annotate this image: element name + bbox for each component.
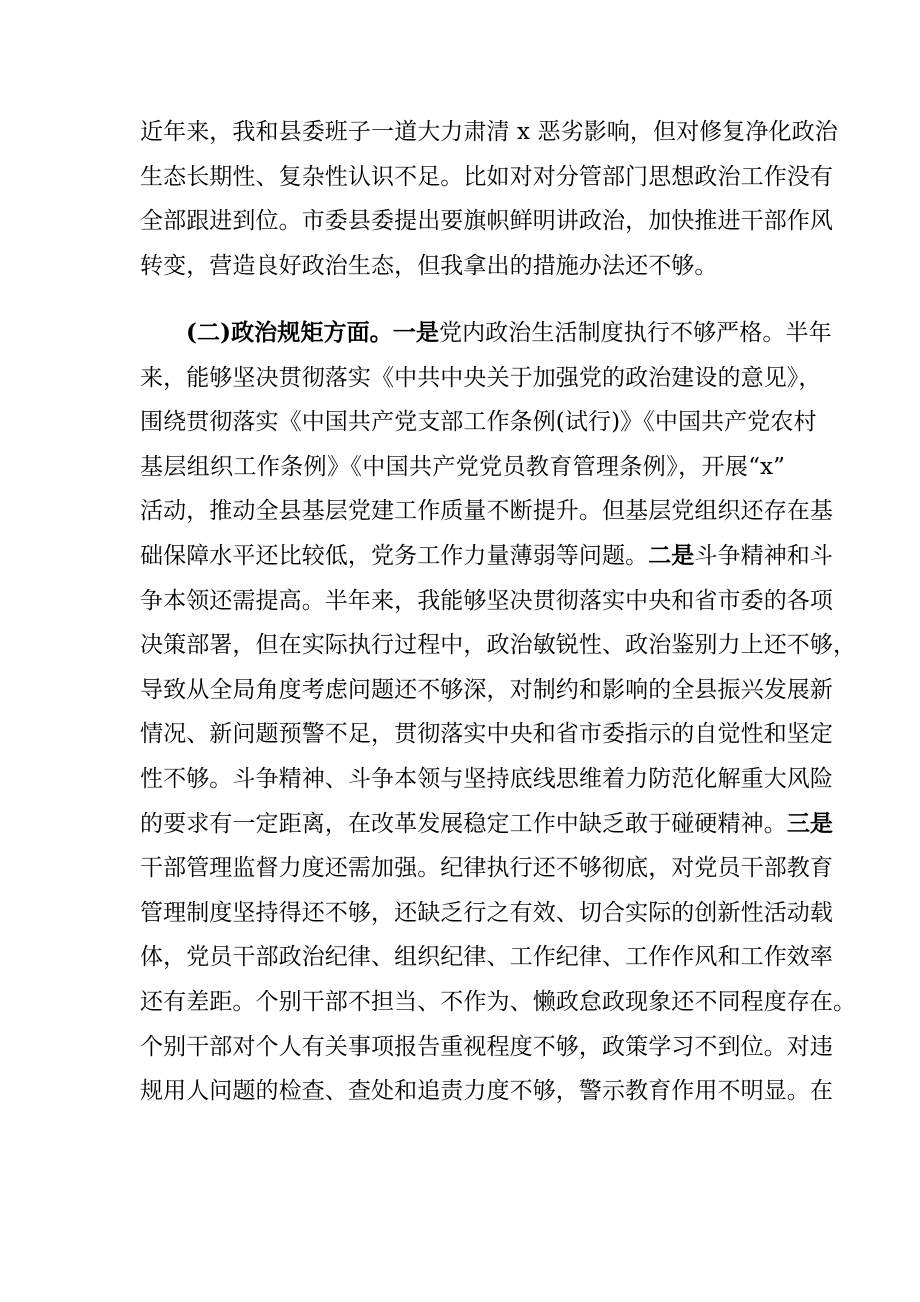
paragraph-line — [140, 802, 834, 847]
line-text: 的要求有一定距离，在改革发展稳定工作中缺乏敢于碰硬精神。 — [140, 810, 787, 837]
paragraph-line: 转变，营造良好政治生态，但我拿出的措施办法还不够。 — [140, 252, 718, 279]
paragraph-line: 决策部署，但在实际执行过程中，政治敏锐性、政治鉴别力上还不够， — [140, 632, 857, 659]
section-heading: (二)政治规矩方面。 — [186, 319, 393, 346]
paragraph-line: 还有差距。个别干部不担当、不作为、懒政怠政现象还不同程度存在。 — [140, 988, 857, 1015]
paragraph-line: 生态长期性、复杂性认识不足。比如对对分管部门思想政治工作没有 — [140, 163, 833, 190]
line-text: 党内政治生活制度执行不够严格。半年 — [438, 320, 832, 346]
paragraph-one — [140, 110, 838, 288]
paragraph-line — [140, 534, 834, 579]
paragraph-two — [140, 311, 857, 1114]
paragraph-line: 基层组织工作条例》《中国共产党党员教育管理条例》，开展“x” — [140, 453, 785, 480]
paragraph-line: 情况、新问题预警不足，贯彻落实中央和省市委指示的自觉性和坚定 — [140, 721, 833, 748]
point-one-label: 一是 — [392, 319, 439, 346]
paragraph-line: 活动，推动全县基层党建工作质量不断提升。但基层党组织还存在基 — [140, 498, 833, 525]
paragraph-line: 争本领还需提高。半年来，我能够坚决贯彻落实中央和省市委的各项 — [140, 587, 833, 614]
paragraph-line: 体，党员干部政治纪律、组织纪律、工作纪律、工作作风和工作效率 — [140, 944, 833, 971]
point-three-label: 三是 — [786, 809, 834, 837]
paragraph-line: 个别干部对个人有关事项报告重视程度不够，政策学习不到位。对违 — [140, 1033, 833, 1060]
line-text: 础保障水平还比较低，党务工作力量薄弱等问题。 — [140, 542, 649, 569]
paragraph-line: 全部跟进到位。市委县委提出要旗帜鲜明讲政治，加快推进干部作风 — [140, 208, 833, 235]
paragraph-line: 来，能够坚决贯彻落实《中共中央关于加强党的政治建设的意见》， — [140, 364, 822, 391]
paragraph-line: 导致从全局角度考虑问题还不够深，对制约和影响的全县振兴发展新 — [140, 676, 833, 703]
paragraph-line: 围绕贯彻落实《中国共产党支部工作条例(试行)》《中国共产党农村 — [140, 409, 817, 436]
line-text: 斗争精神和斗 — [694, 542, 834, 569]
point-two-label: 二是 — [648, 541, 695, 569]
paragraph-line: 干部管理监督力度还需加强。纪律执行还不够彻底，对党员干部教育 — [140, 855, 833, 882]
paragraph-line: 性不够。斗争精神、斗争本领与坚持底线思维着力防范化解重大风险 — [140, 765, 833, 792]
paragraph-line — [140, 311, 832, 356]
paragraph-line: 规用人问题的检查、查处和追责力度不够，警示教育作用不明显。在 — [140, 1078, 833, 1105]
paragraph-line: 近年来，我和县委班子一道大力肃清 x 恶劣影响，但对修复净化政治 — [140, 119, 838, 145]
paragraph-line: 管理制度坚持得还不够，还缺乏行之有效、切合实际的创新性活动载 — [140, 899, 833, 926]
